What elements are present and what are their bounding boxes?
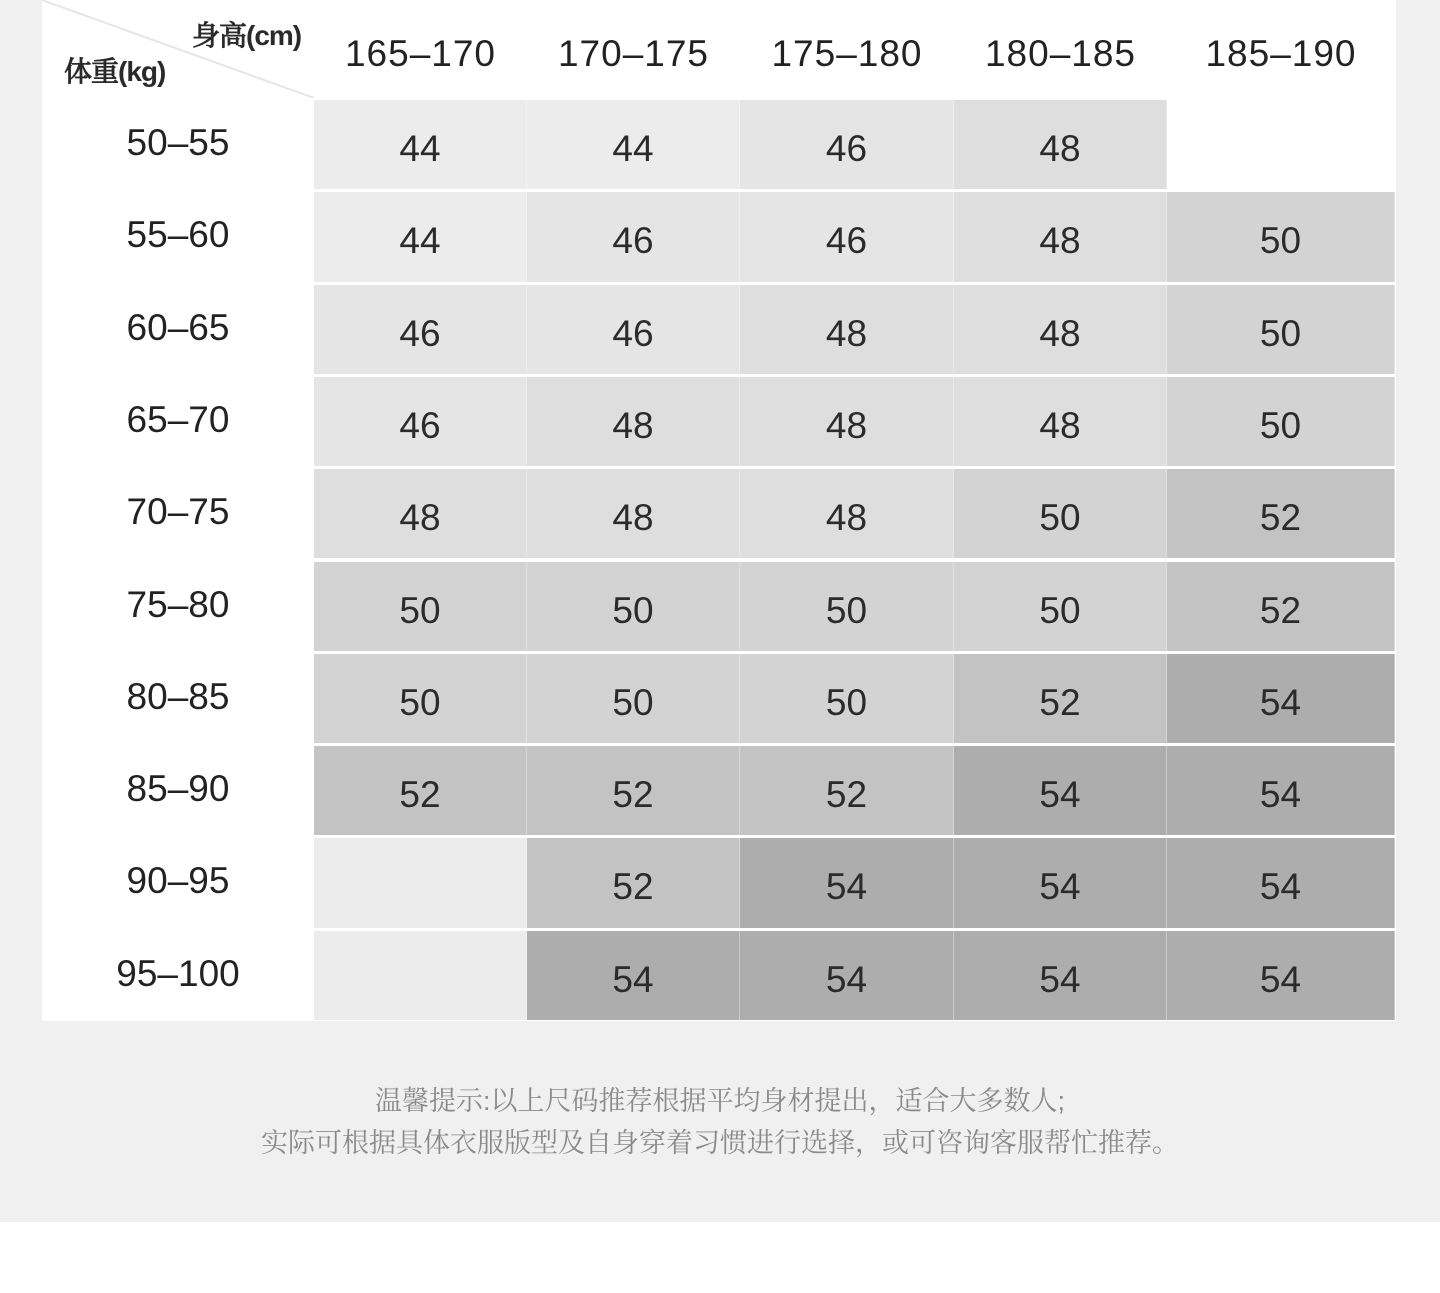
size-cell: 54	[954, 931, 1167, 1020]
row-header: 70–75	[126, 491, 230, 533]
size-cell: 46	[740, 192, 954, 281]
size-cell: 52	[527, 746, 740, 835]
size-cell: 48	[954, 100, 1167, 189]
size-cell: 52	[527, 838, 740, 927]
height-axis-label: 身高(cm)	[192, 20, 302, 51]
row-header: 55–60	[126, 214, 230, 256]
row-header: 50–55	[126, 122, 230, 163]
size-tips	[0, 1080, 1440, 1164]
size-cell: 54	[1167, 931, 1395, 1020]
size-cell: 54	[740, 838, 954, 927]
size-cell: 50	[740, 562, 954, 651]
size-cell: 48	[740, 285, 954, 374]
size-cell	[314, 838, 527, 927]
size-cell: 48	[527, 469, 740, 558]
tip-line-1: 温馨提示:以上尺码推荐根据平均身材提出，适合大多数人;	[374, 1086, 1065, 1116]
size-cell: 54	[1167, 838, 1395, 927]
column-header: 180–185	[984, 33, 1137, 74]
size-cell: 52	[314, 746, 527, 835]
size-cell	[314, 931, 527, 1020]
size-cell: 52	[1167, 562, 1395, 651]
size-cell: 54	[527, 931, 740, 1020]
row-header: 80–85	[126, 675, 230, 717]
size-cell: 50	[527, 654, 740, 743]
row-header: 75–80	[126, 583, 230, 625]
row-header: 60–65	[126, 306, 230, 348]
size-cell: 46	[314, 377, 527, 466]
size-cell: 48	[314, 469, 527, 558]
size-cell: 48	[527, 377, 740, 466]
size-cell: 52	[1167, 469, 1395, 558]
size-cell: 48	[954, 285, 1167, 374]
row-header: 90–95	[126, 860, 230, 902]
column-header: 165–170	[344, 33, 497, 74]
size-cell: 48	[740, 469, 954, 558]
size-cell: 52	[740, 746, 954, 835]
tip-line-2: 实际可根据具体衣服版型及自身穿着习惯进行选择，或可咨询客服帮忙推荐。	[261, 1128, 1179, 1158]
size-cell: 50	[1167, 192, 1395, 281]
size-cell: 54	[954, 746, 1167, 835]
size-cell: 50	[954, 469, 1167, 558]
size-cell: 48	[954, 377, 1167, 466]
table-corner-header	[42, 0, 314, 98]
size-cell: 50	[314, 654, 527, 743]
size-cell: 44	[314, 100, 527, 189]
weight-axis-label: 体重(kg)	[64, 56, 166, 87]
size-cell: 54	[1167, 746, 1395, 835]
size-cell: 48	[954, 192, 1167, 281]
row-header: 65–70	[126, 398, 230, 440]
size-cell: 50	[1167, 285, 1395, 374]
size-cell: 46	[527, 192, 740, 281]
size-cell: 54	[1167, 654, 1395, 743]
size-cell: 50	[1167, 377, 1395, 466]
size-cell: 50	[314, 562, 527, 651]
size-cell: 46	[314, 285, 527, 374]
size-cell	[1167, 100, 1395, 189]
size-cell: 46	[740, 100, 954, 189]
size-cell: 48	[740, 377, 954, 466]
size-cell: 50	[954, 562, 1167, 651]
size-cell: 52	[954, 654, 1167, 743]
size-cell: 44	[314, 192, 527, 281]
column-header: 170–175	[557, 33, 710, 74]
size-cell: 50	[740, 654, 954, 743]
row-header: 95–100	[116, 952, 240, 994]
size-cell: 46	[527, 285, 740, 374]
size-cell: 44	[527, 100, 740, 189]
row-header: 85–90	[126, 768, 230, 810]
column-header: 175–180	[771, 33, 923, 74]
size-cell: 54	[954, 838, 1167, 927]
size-cell: 50	[527, 562, 740, 651]
size-cell: 54	[740, 931, 954, 1020]
column-header: 185–190	[1205, 33, 1357, 74]
